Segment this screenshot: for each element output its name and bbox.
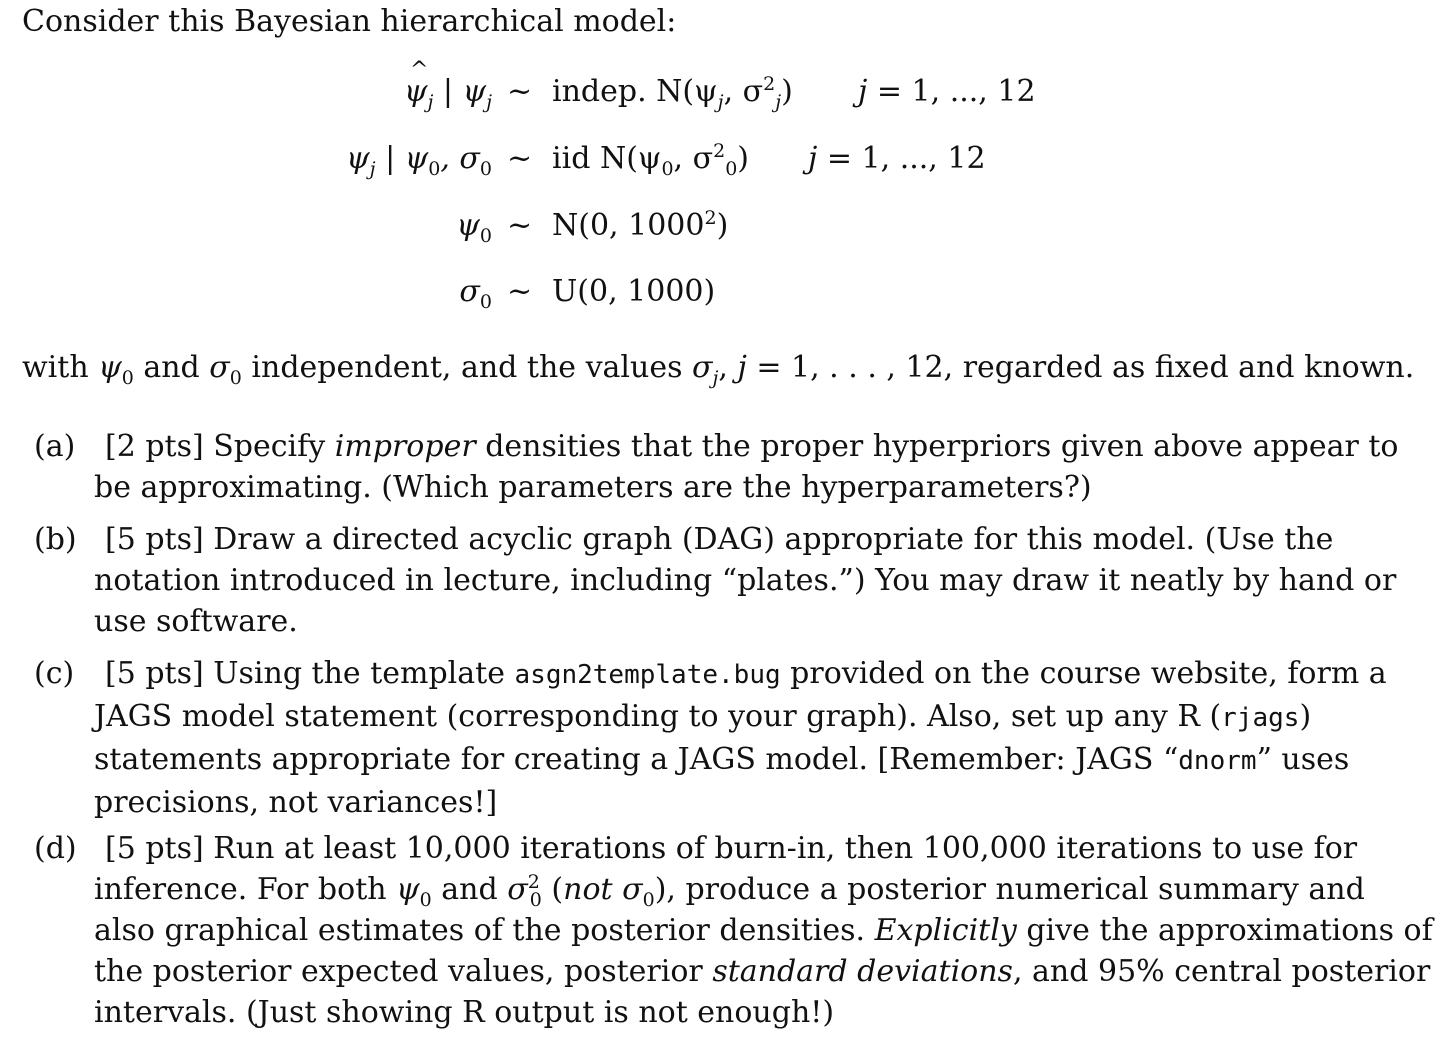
equation-2-sim: ~ [507,141,533,176]
equation-4-lhs: $\sigma_0$ [459,274,492,313]
equation-3-rhs: N(0, 1000$^2$) [552,207,729,243]
part-b-label: (b) [34,522,77,557]
intro-text: Consider this Bayesian hierarchical model: [22,4,677,39]
part-a-text: [2 pts] Specify improper densities that the proper hyperpriors given above appear to be approximating. (Which parameters are the hyperparameters?) [94,429,1399,505]
equation-row-1 [0,74,1440,120]
equation-1-sim: ~ [507,74,533,109]
part-b-text: [5 pts] Draw a directed acyclic graph (DAG) appropriate for this model. (Use the notation introduced in lecture, including “plates.”) You may draw it neatly by hand or use software. [94,522,1397,639]
part-a-label: (a) [34,429,76,464]
equation-4-sim: ~ [507,274,533,309]
equation-3-lhs: $\psi_0$ [456,208,492,247]
equation-row-2 [0,141,1440,187]
rjags-code: rjags [1221,703,1300,733]
template-filename: asgn2template.bug [514,660,781,690]
equation-row-4 [0,274,1440,320]
equation-1-lhs: ψ $\^{}_j$ | $\psi_j$ [404,74,492,109]
part-d-label: (d) [34,831,77,866]
part-c-text: [5 pts] Using the template asgn2template.bug provided on the course website, form a JAGS model statement (corresponding to your graph). Also, set up any R (rjags) statements appropriate for creating a JAGS model. [Remember: JAGS “dnorm” uses precisions, not variances!] [94,656,1387,820]
equation-2-rhs: iid $N(\psi_0$, $\sigma^2_0$) [552,140,749,180]
equation-row-3 [0,208,1440,254]
equation-3-sim: ~ [507,208,533,243]
equation-1-rhs: indep. $N(\psi_j$, $\sigma^2_j$) [552,73,793,113]
equation-2-lhs: $\psi_j$ | $\psi_0$, $\sigma_0$ [346,141,492,180]
assumptions-text: with $\psi_0$ and $\sigma_0$ independent, and the values $\sigma_j$, j = 1, . . . , 12, regarded as fixed and known. [22,350,1415,389]
part-c-label: (c) [34,656,75,691]
equation-1-index: j = 1, ..., 12 [858,74,1036,109]
dnorm-code: dnorm [1178,746,1257,776]
equation-4-rhs: U(0, 1000) [552,274,716,309]
equation-2-index: j = 1, ..., 12 [808,141,986,176]
part-d-text: [5 pts] Run at least 10,000 iterations of burn-in, then 100,000 iterations to use for inference. For both $\psi_0$ and $\sigma^2_0$ (not $\sigma_0$), produce a posterior numerical summary and also graphical estimates of the posterior densities. Explicitly give the approximations of the posterior expected values, posterior standard deviations, and 95% central posterior intervals. (Just showing R output is not enough!) [94,831,1433,1030]
